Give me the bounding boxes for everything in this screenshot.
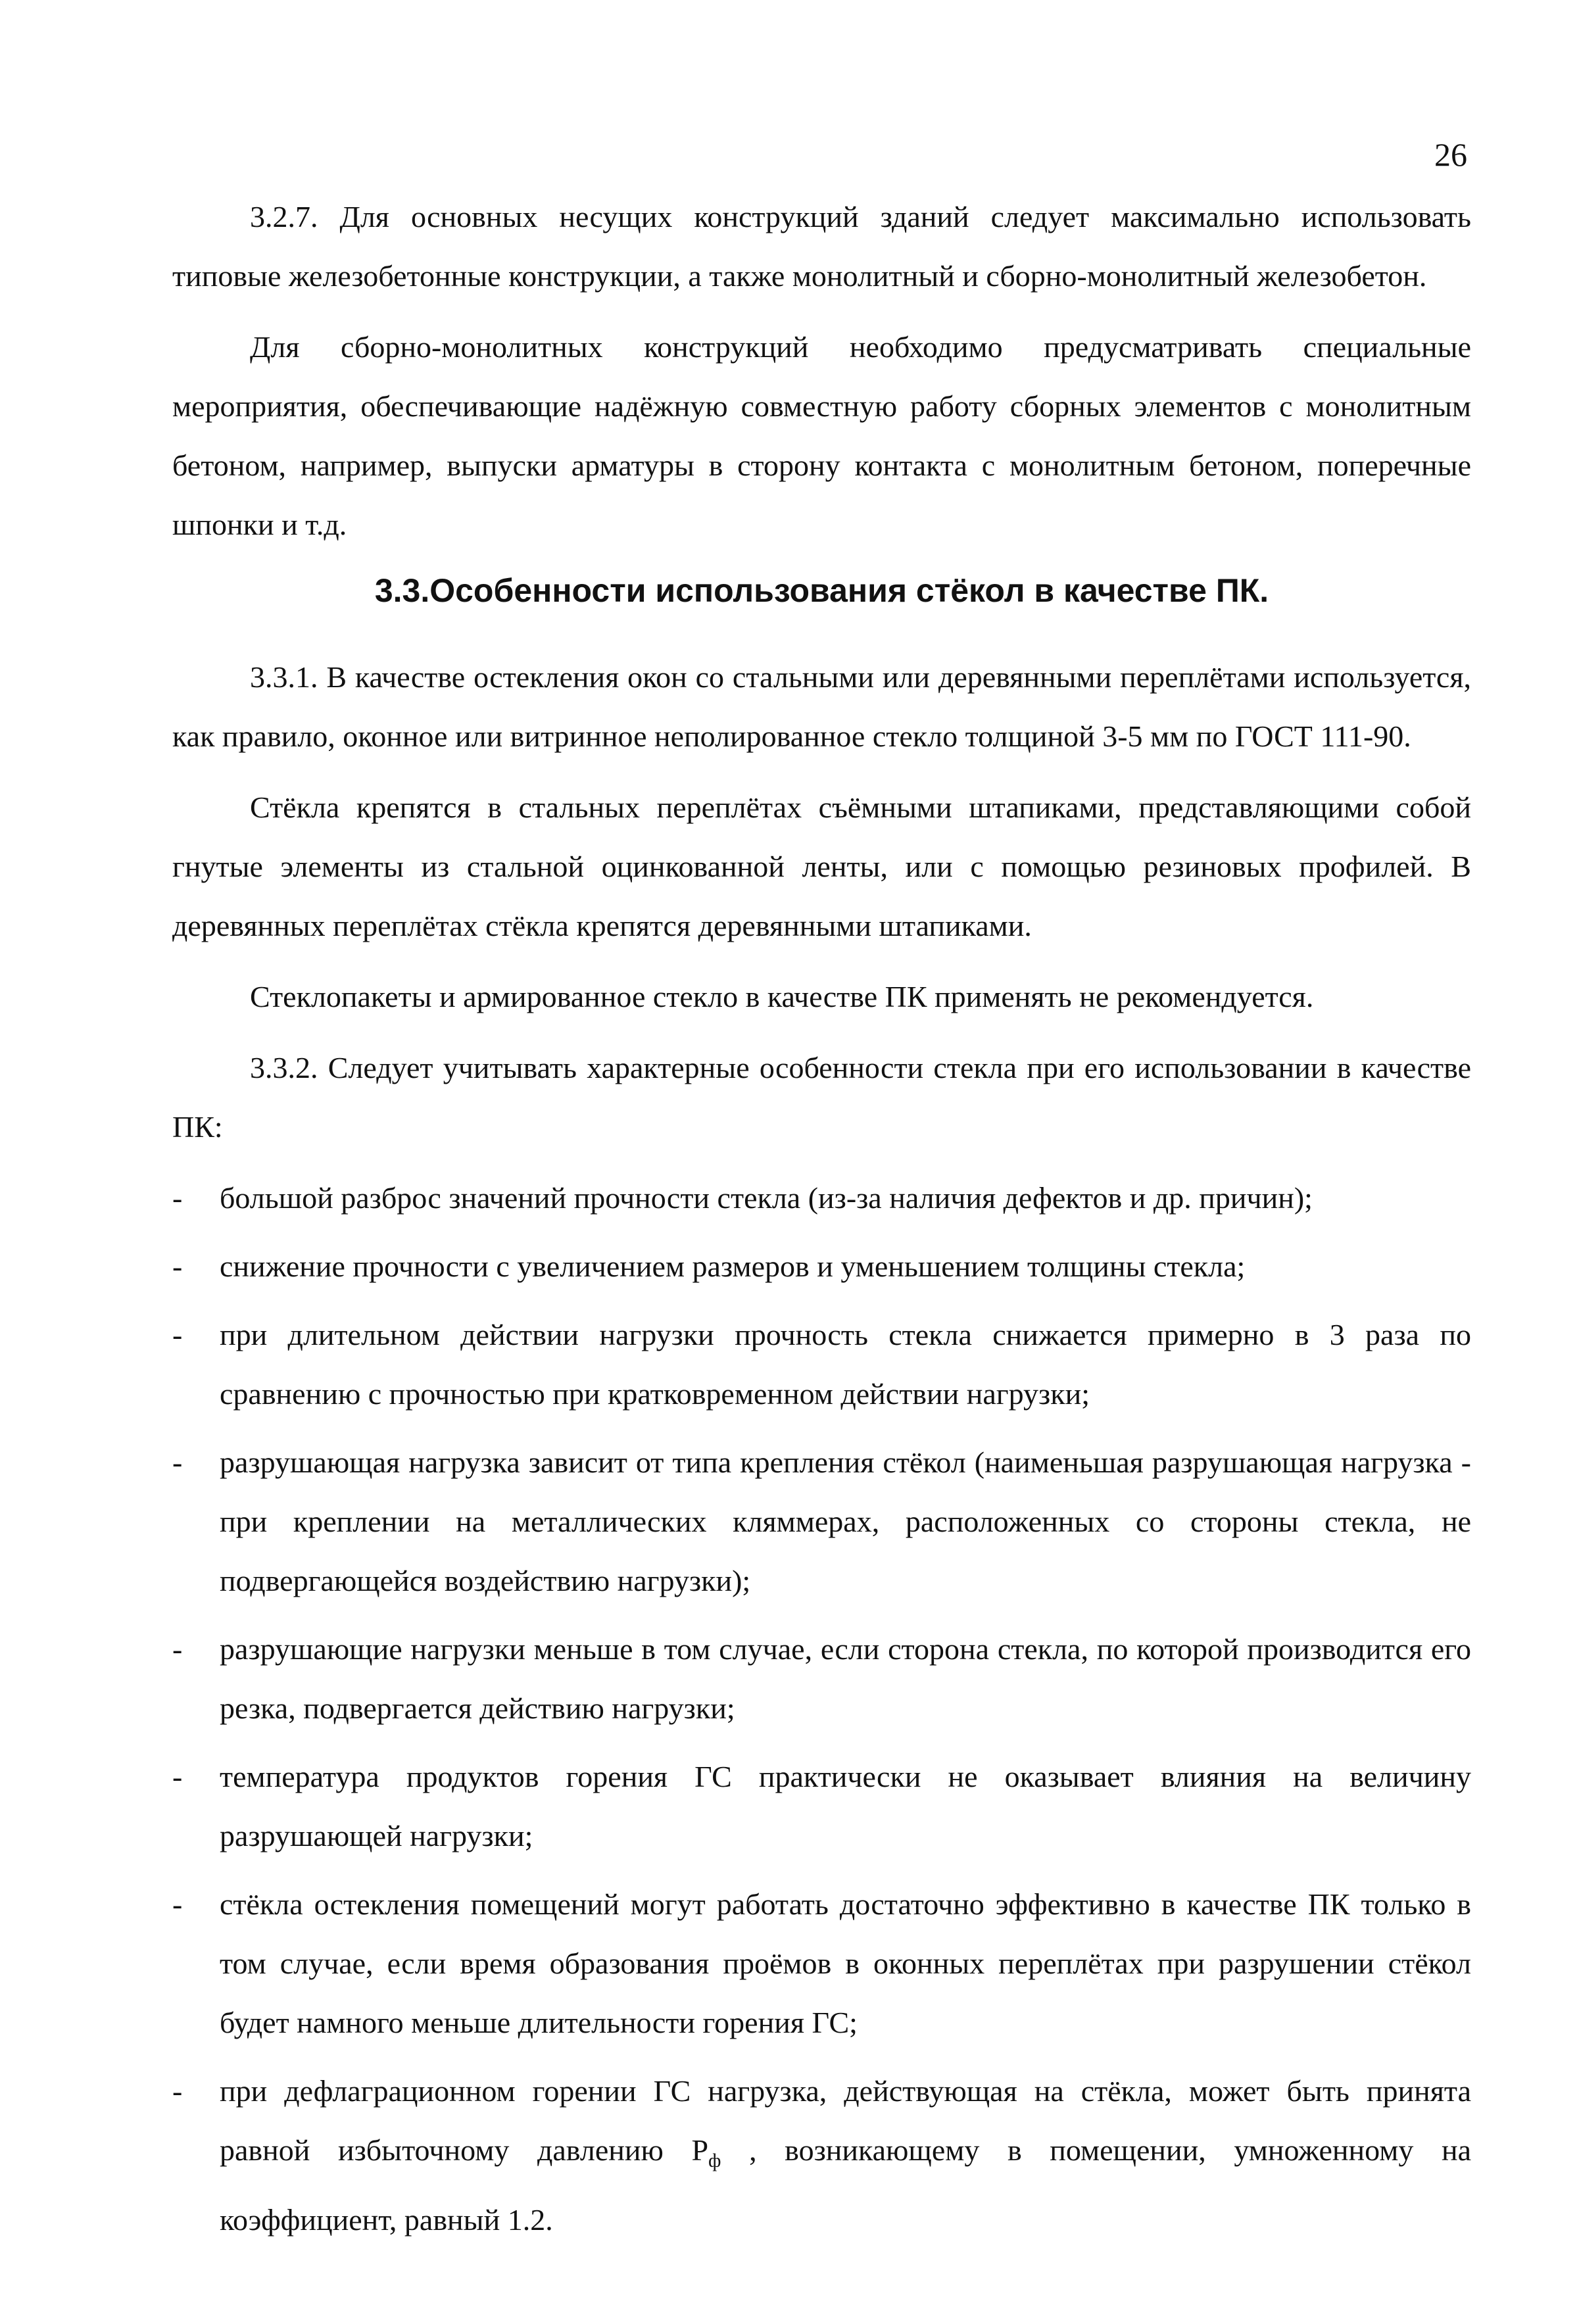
glass-features-list [172,1169,1471,2250]
list-item [172,1620,1471,1738]
list-item [172,1305,1471,1424]
list-item [172,1237,1471,1296]
list-item-text: разрушающая нагрузка зависит от типа крепления стёкол (наименьшая разрушающая нагрузка - при креплении на металлических кляммерах, расположенных со стороны стекла, не подвергающейся воздействию нагрузки); [220,1445,1471,1597]
list-item-text: стёкла остекления помещений могут работать достаточно эффективно в качестве ПК только в том случае, если время образования проёмов в оконных переплётах при разрушении стёкол будет намного меньше длительности горения ГС; [220,1887,1471,2039]
list-item-text: снижение прочности с увеличением размеров и уменьшением толщины стекла; [220,1249,1246,1283]
paragraph-3-3-1: 3.3.1. В качестве остекления окон со стальными или деревянными переплётами используется, как правило, оконное или витринное неполированное стекло толщиной 3-5 мм по ГОСТ 111-90. [172,660,1471,753]
pressure-subscript: ф [708,2150,721,2171]
list-item-text: при длительном действии нагрузки прочность стекла снижается примерно в 3 раза по сравнению с прочностью при кратковременном действии нагрузки; [220,1318,1471,1411]
section-heading-3-3: 3.3.Особенности использования стёкол в качестве ПК. [374,572,1269,609]
paragraph-3-2-7: 3.2.7. Для основных несущих конструкций зданий следует максимально использовать типовые железобетонные конструкции, а также монолитный и сборно-монолитный железобетон. [172,200,1471,293]
paragraph-not-recommended: Стеклопакеты и армированное стекло в качестве ПК применять не рекомендуется. [250,980,1314,1013]
list-item-pressure [172,2062,1471,2250]
list-item [172,1875,1471,2052]
list-dash: - [172,1318,183,1351]
paragraph-prefab-monolithic: Для сборно-монолитных конструкций необходимо предусматривать специальные мероприятия, обеспечивающие надёжную совместную работу сборных элементов с монолитным бетоном, например, выпуски арматуры в сторону контакта с монолитным бетоном, поперечные шпонки и т.д. [172,330,1471,541]
list-dash: - [172,1445,183,1479]
list-item-text: температура продуктов горения ГС практически не оказывает влияния на величину разрушающей нагрузки; [220,1760,1471,1852]
paragraph-glass-fixing: Стёкла крепятся в стальных переплётах съёмными штапиками, представляющими собой гнутые элементы из стальной оцинкованной ленты, или с помощью резиновых профилей. В деревянных переплётах стёкла крепятся деревянными штапиками. [172,790,1471,942]
list-dash: - [172,1181,183,1215]
list-dash: - [172,1249,183,1283]
list-item-text: разрушающие нагрузки меньше в том случае, если сторона стекла, по которой производится его резка, подвергается действию нагрузки; [220,1632,1471,1725]
list-dash: - [172,2074,183,2108]
list-item-text-before: при дефлаграционном горении ГС нагрузка, действующая на стёкла, может быть принята равной избыточному давлению Р [220,2074,1471,2167]
list-item [172,1433,1471,1610]
list-item-text: большой разброс значений прочности стекла (из-за наличия дефектов и др. причин); [220,1181,1313,1215]
body-text [172,187,1471,2259]
list-item-text-after: , возникающему в помещении, умноженному на коэффициент, равный 1.2. [220,2133,1471,2237]
page-number: 26 [1434,136,1467,173]
list-item [172,1169,1471,1228]
list-dash: - [172,1632,183,1666]
list-item [172,1747,1471,1866]
list-dash: - [172,1887,183,1921]
paragraph-3-3-2: 3.3.2. Следует учитывать характерные особенности стекла при его использовании в качестве ПК: [172,1051,1471,1144]
list-dash: - [172,1760,183,1793]
